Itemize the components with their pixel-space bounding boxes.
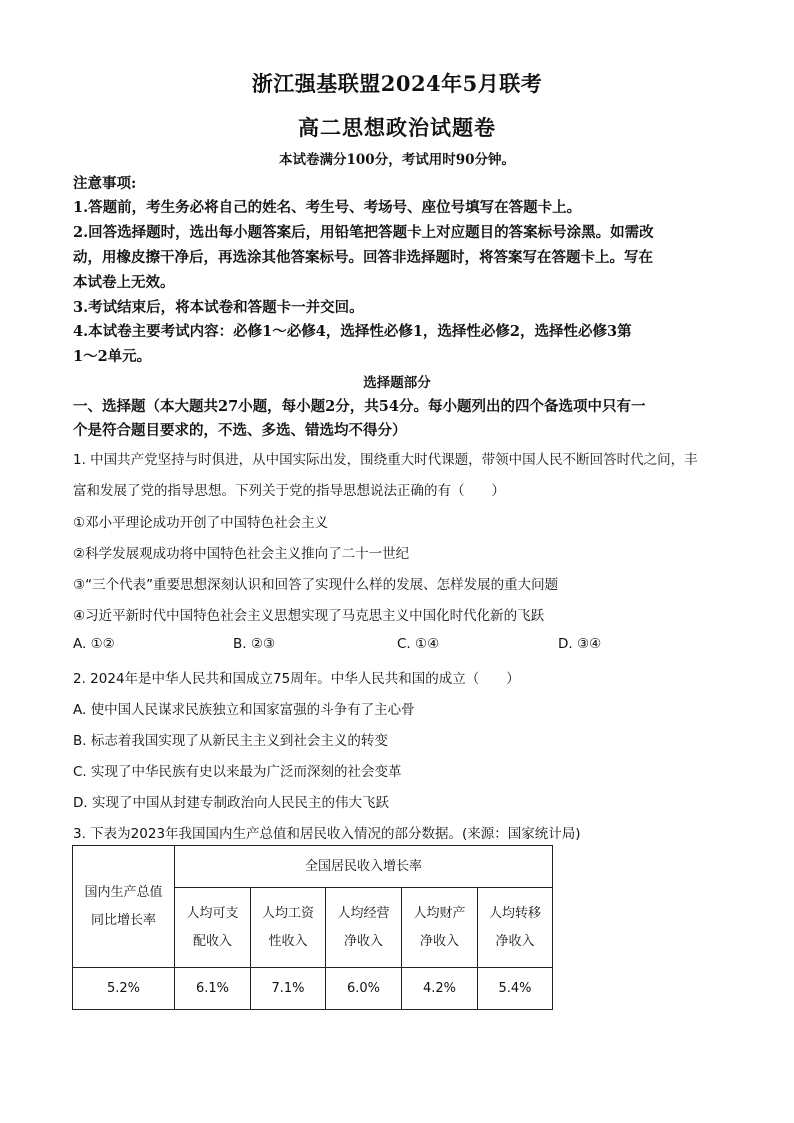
exam-title: 浙江强基联盟2024年5月联考 bbox=[251, 71, 543, 96]
q1-stem: 富和发展了党的指导思想。下列关于党的指导思想说法正确的有（ ） bbox=[73, 483, 505, 499]
q3-stem: 3. 下表为2023年我国国内生产总值和居民收入情况的部分数据。(来源：国家统计局) bbox=[73, 826, 581, 842]
notes-line: 2.回答选择题时，选出每小题答案后，用铅笔把答题卡上对应题目的答案标号涂黑。如需改 bbox=[73, 224, 654, 241]
section-heading: 一、选择题（本大题共27小题，每小题2分，共54分。每小题列出的四个备选项中只有一 bbox=[73, 398, 646, 415]
notes-line: 3.考试结束后，将本试卷和答题卡一并交回。 bbox=[73, 299, 364, 316]
q2-option-d: D. 实现了中国从封建专制政治向人民民主的伟大飞跃 bbox=[73, 795, 389, 811]
column-header bbox=[326, 888, 402, 968]
exam-subtitle: 高二思想政治试题卷 bbox=[298, 115, 496, 140]
table-value-cell: 6.0% bbox=[326, 968, 402, 1010]
notes-line: 1.答题前，考生务必将自己的姓名、考生号、考场号、座位号填写在答题卡上。 bbox=[73, 199, 582, 216]
q2-option-b: B. 标志着我国实现了从新民主主义到社会主义的转变 bbox=[73, 733, 388, 749]
q1-statement: ②科学发展观成功将中国特色社会主义推向了二十一世纪 bbox=[73, 546, 410, 562]
income-group-header: 全国居民收入增长率 bbox=[175, 846, 553, 888]
column-header bbox=[478, 888, 553, 968]
column-header bbox=[175, 888, 251, 968]
notes-heading: 注意事项: bbox=[73, 175, 137, 192]
gdp-header-line: 同比增长率 bbox=[90, 912, 156, 928]
gdp-header-cell bbox=[73, 846, 175, 968]
section-heading: 个是符合题目要求的，不选、多选、错选均不得分） bbox=[73, 422, 407, 439]
q1-option-d: D. ③④ bbox=[558, 636, 602, 652]
q1-option-a: A. ①② bbox=[73, 636, 115, 652]
column-header bbox=[251, 888, 326, 968]
section-title: 选择题部分 bbox=[363, 375, 431, 391]
column-header-line: 净收入 bbox=[419, 933, 459, 949]
column-header-line: 人均工资 bbox=[261, 905, 314, 921]
table-value-cell: 5.2% bbox=[73, 968, 175, 1010]
q2-option-a: A. 使中国人民谋求民族独立和国家富强的斗争有了主心骨 bbox=[73, 702, 415, 718]
column-header-line: 人均可支 bbox=[186, 905, 239, 921]
notes-line: 动，用橡皮擦干净后，再选涂其他答案标号。回答非选择题时，将答案写在答题卡上。写在 bbox=[73, 249, 653, 266]
q2-stem: 2. 2024年是中华人民共和国成立75周年。中华人民共和国的成立（ ） bbox=[73, 671, 520, 687]
notes-line: 4.本试卷主要考试内容：必修1～必修4，选择性必修1，选择性必修2，选择性必修3第 bbox=[73, 323, 632, 340]
column-header-line: 人均转移 bbox=[488, 905, 541, 921]
gdp-header-line: 国内生产总值 bbox=[84, 884, 163, 900]
q1-stem: 1. 中国共产党坚持与时俱进，从中国实际出发，围绕重大时代课题，带领中国人民不断回答时代之问，丰 bbox=[73, 452, 698, 468]
column-header-line: 性收入 bbox=[268, 933, 308, 949]
exam-info: 本试卷满分100分，考试用时90分钟。 bbox=[279, 152, 515, 168]
column-header-line: 净收入 bbox=[343, 933, 383, 949]
table-value-cell: 6.1% bbox=[175, 968, 251, 1010]
q1-statement: ④习近平新时代中国特色社会主义思想实现了马克思主义中国化时代化新的飞跃 bbox=[73, 608, 545, 624]
column-header bbox=[402, 888, 478, 968]
column-header-line: 净收入 bbox=[495, 933, 535, 949]
column-header-line: 人均经营 bbox=[337, 905, 390, 921]
table-value-cell: 5.4% bbox=[478, 968, 553, 1010]
income-table bbox=[72, 845, 553, 1010]
table-value-cell: 7.1% bbox=[251, 968, 326, 1010]
table-value-cell: 4.2% bbox=[402, 968, 478, 1010]
notes-line: 本试卷上无效。 bbox=[73, 274, 175, 291]
q2-option-c: C. 实现了中华民族有史以来最为广泛而深刻的社会变革 bbox=[73, 764, 402, 780]
q1-statement: ①邓小平理论成功开创了中国特色社会主义 bbox=[73, 515, 329, 531]
q1-option-c: C. ①④ bbox=[397, 636, 440, 652]
column-header-line: 人均财产 bbox=[413, 905, 466, 921]
column-header-line: 配收入 bbox=[192, 933, 232, 949]
q1-option-b: B. ②③ bbox=[233, 636, 276, 652]
q1-statement: ③“三个代表”重要思想深刻认识和回答了实现什么样的发展、怎样发展的重大问题 bbox=[73, 577, 559, 593]
notes-line: 1～2单元。 bbox=[73, 348, 152, 365]
